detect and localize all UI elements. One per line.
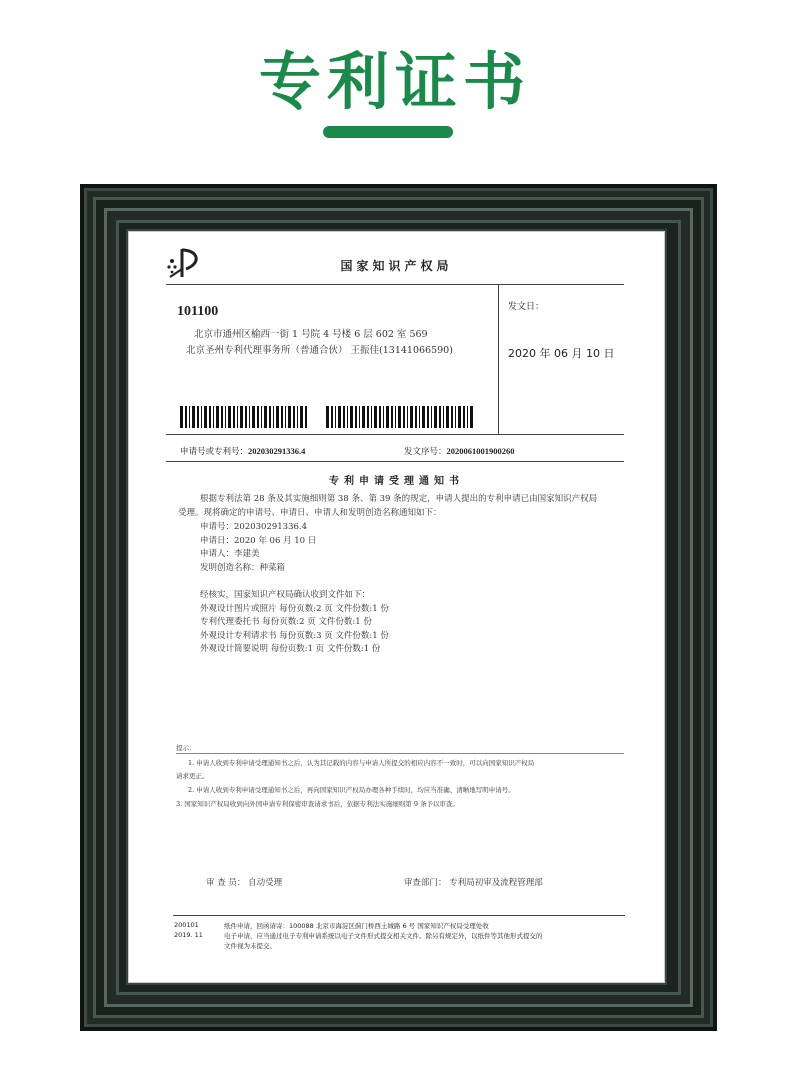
title-underline [323, 126, 453, 138]
examiner: 审 查 员： 自动受理 [206, 878, 283, 888]
divider [498, 284, 499, 434]
footer-divider [173, 915, 625, 916]
file-item: 外观设计图片或照片 每份页数:2 页 文件份数:1 份 [200, 603, 389, 614]
note-item: 3. 国家知识产权局收到向外国申请专利保密审查请求书后，依据专利法实施细则第 9 条予以审查。 [176, 800, 460, 808]
barcode-right [326, 406, 476, 428]
send-date: 2020 年 06 月 10 日 [508, 347, 615, 360]
form-date: 2019. 11 [174, 931, 203, 939]
bureau-name: 国家知识产权局 [340, 259, 453, 273]
serial-row [404, 445, 515, 457]
intro-line: 受理。现将确定的申请号、申请日、申请人和发明创造名称通知如下： [178, 508, 442, 518]
note-item: 2. 申请人收到专利申请受理通知书之后，再向国家知识产权局办理各种手续时，均应当准确、清晰地写明申请号。 [188, 786, 515, 794]
patent-notice-document [128, 231, 665, 983]
serial-no: 2020061001900260 [446, 446, 515, 456]
notes-title: 提示： [176, 744, 196, 752]
serial-label: 发文序号： [404, 447, 447, 457]
divider [166, 284, 624, 285]
intro-line: 根据专利法第 28 条及其实施细则第 38 条、第 39 条的规定，申请人提出的专利申请已由国家知识产权局 [200, 494, 598, 504]
divider [166, 461, 624, 462]
form-code: 200101 [174, 921, 199, 929]
footer-line: 纸件申请，回函请寄：100088 北京市海淀区蓟门桥西土城路 6 号 国家知识产权局受理处收 [224, 922, 489, 930]
barcode-left [180, 406, 310, 428]
note-item: 请求更正。 [176, 772, 209, 780]
file-item: 外观设计简要说明 每份页数:1 页 文件份数:1 份 [200, 644, 381, 654]
file-item: 外观设计专利请求书 每份页数:3 页 文件份数:1 份 [200, 630, 389, 641]
page-title: 专利证书 [258, 45, 531, 118]
field-item: 发明创造名称：种菜箱 [200, 562, 286, 573]
department: 审查部门： 专利局初审及流程管理部 [404, 878, 543, 888]
field-item: 申请日：2020 年 06 月 10 日 [200, 535, 317, 546]
notice-title: 专利申请受理通知书 [329, 476, 464, 487]
address-line: 北京市通州区榆西一街 1 号院 4 号楼 6 层 602 室 569 [194, 329, 428, 340]
footer-line: 文件视为未提交。 [224, 942, 276, 950]
fields-list [200, 521, 316, 575]
file-item: 专利代理委托书 每份页数:2 页 文件份数:1 份 [200, 617, 372, 627]
footer-line: 电子申请，应当通过电子专利申请系统以电子文件形式提交相关文件。除另有规定外，以纸件等其他形式提交的 [224, 932, 543, 940]
checked-title: 经核实，国家知识产权局确认收到文件如下： [200, 590, 371, 600]
field-item: 申请人：李建美 [200, 549, 260, 559]
field-item: 申请号：202030291336.4 [200, 522, 308, 532]
divider [166, 434, 624, 435]
checked-files [200, 589, 389, 657]
note-item: 1. 申请人收到专利申请受理通知书之后，认为其记载的内容与申请人所提交的相应内容不一致时，可以向国家知识产权局 [188, 759, 535, 767]
send-date-label: 发文日： [508, 302, 545, 312]
application-no-label: 申请号或专利号： [180, 447, 249, 457]
postcode: 101100 [177, 304, 219, 319]
application-no-row [180, 445, 305, 457]
agency-line: 北京圣州专利代理事务所（普通合伙） 王振佳(13141066590) [186, 345, 453, 356]
application-no: 202030291336.4 [248, 446, 306, 456]
divider [176, 753, 624, 754]
